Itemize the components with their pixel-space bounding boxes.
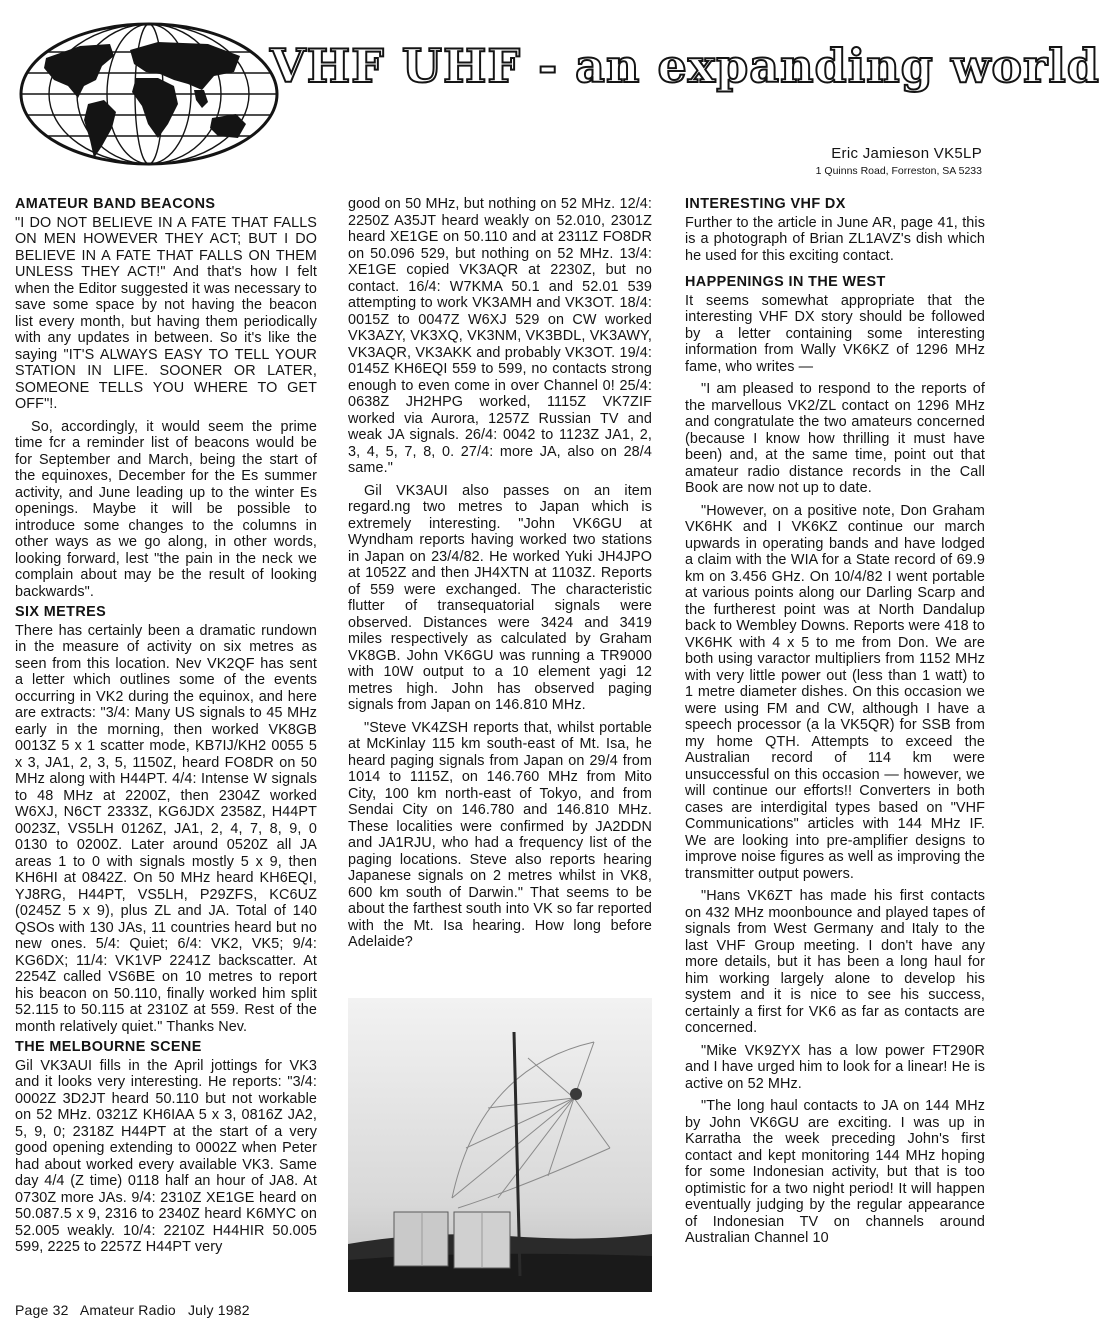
paragraph: "Mike VK9ZYX has a low power FT290R and I have urged him to look for a linear! He is active on 52 MHz. <box>685 1042 985 1092</box>
magazine-name: Amateur Radio <box>79 1302 176 1318</box>
article-title: VHF UHF - an expanding world <box>270 39 1100 93</box>
paragraph: "Steve VK4ZSH reports that, whilst portable at McKinlay 115 km south-east of Mt. Isa, he heard paging signals from Japan on 29/4 from 1014 to 1115Z, on 146.760 MHz from Mito City, 100 km north-east of Tokyo, and from Sendai City on 146.780 and 146.810 MHz. These localities were confirmed by JA2DDN and JA1RJU, who had a frequency list of the paging locations. Steve also reports hearing Japanese signals on 2 metres whilst in VK8, 600 km south of Darwin." That seems to be about the farthest south into VK so far reported with the Mt. Isa hearing. How long before Adelaide? <box>348 719 652 950</box>
paragraph: Gil VK3AUI fills in the April jottings for VK3 and it looks very interesting. He reports: "3/4: 0002Z 3D2JT heard 50.110 but not workable on 52 MHz. 0321Z KH6IAA 5 x 3, 0816Z JA2, 5, 9, 0; 2318Z H44PT at the start of a very good opening extending to 0002Z when Peter had about worked every available VK3. Same day 4/4 (Z time) 0118 half an hour of JA8. At 0730Z more JAs. 9/4: 2310Z XE1GE heard on 50.087.5 x 9, 2316 to 2340Z heard K6MYC on 52.005 weakly. 10/4: 2210Z H44HIR 50.005 599, 2225 to 2257Z H44PT very <box>15 1057 317 1255</box>
column-3 <box>685 196 985 1247</box>
author-address: 1 Quinns Road, Forreston, SA 5233 <box>815 165 982 177</box>
paragraph: Gil VK3AUI also passes on an item regard.ng two metres to Japan which is extremely interesting. "John VK6GU at Wyndham reports having worked two stations in Japan on 23/4/82. He worked Yuki JH4JPO at 1052Z and then JH4XTN at 1103Z. Reports of 559 were exchanged. The characteristic flutter of transequatorial signals were observed. Distances were 3424 and 3419 miles respectively as calculated by Graham VK8GB. John VK6GU was running a TR9000 with 10W output to a 10 element yagi 12 metres high. John has observed paging signals from Japan on 146.810 MHz. <box>348 482 652 713</box>
dish-antenna-photo <box>348 998 652 1292</box>
paragraph: "However, on a positive note, Don Graham VK6HK and I VK6KZ continue our march upwards in operating bands and have lodged a claim with the WIA for a State record of 69.9 km on 3.456 GHz. On 10/4/82 I went portable at various points along our Darling Scarp and the furtherest point was at North Dandalup back to Wembley Downs. Reports were 418 to VK6HK with 4 x 5 to me from Don. We are both using varactor multipliers from 1152 MHz with very little power out (less than 1 watt) to 1 metre diameter dishes. On this occasion we were using FM and CW, although I have a speech processor (a la VK5QR) for SSB from my home QTH. Attempts to exceed the Australian record of 114 km were unsuccessful on this occasion — however, we will continue our efforts!! Converters in both cases are interdigital types based on "VHF Communications" articles with 144 MHz IF. We are looking into pre-amplifier designs to improve noise figures as well as improving the transmitter output powers. <box>685 502 985 882</box>
heading-melbourne-scene: THE MELBOURNE SCENE <box>15 1039 202 1055</box>
heading-interesting-vhf-dx: INTERESTING VHF DX <box>685 196 846 212</box>
heading-six-metres: SIX METRES <box>15 604 107 620</box>
paragraph: It seems somewhat appropriate that the interesting VHF DX story should be followed by a letter containing some interesting information from Wally VK6KZ of 1296 MHz fame, who writes — <box>685 292 985 375</box>
column-1 <box>15 196 317 1256</box>
issue-date: July 1982 <box>187 1302 250 1318</box>
paragraph: good on 50 MHz, but nothing on 52 MHz. 12/4: 2250Z A35JT heard weakly on 52.010, 2301Z heard XE1GE on 50.110 and at 2311Z FO8DR on 50.096 529, but nothing on 52 MHz. 13/4: XE1GE copied VK3AQR at 2230Z, but no contact. 16/4: W7KMA 50.1 and 52.01 539 attempting to work VK3AMH and VK3OT. 18/4: 0015Z to 0047Z W6XJ 529 on CW worked VK3AZY, VK3XQ, VK3NM, VK3BDL, VK3AWY, VK3AQR, VK3AKK and probably VK3OT. 19/4: 0145Z KH6EQI 559 to 599, no contacts strong enough to even come in over Channel 0! 25/4: 0638Z JH2HPG worked, 1115Z VK7ZIF worked via Aurora, 1257Z Russian TV and weak JA signals. 26/4: 0042 to 1123Z JA1, 2, 3, 4, 5, 7, 8, 0. 27/4: more JA, also on 28/4 same." <box>348 196 652 476</box>
column-2 <box>348 196 652 951</box>
author-name: Eric Jamieson VK5LP <box>831 145 982 162</box>
author-block <box>816 145 982 177</box>
page-footer <box>15 1302 258 1318</box>
heading-amateur-band-beacons: AMATEUR BAND BEACONS <box>15 196 216 212</box>
globe-logo <box>18 20 280 168</box>
paragraph: There has certainly been a dramatic rundown in the measure of activity on six metres as seen from this location. Nev VK2QF has sent a letter which outlines some of the events occurring in VK2 during the equinox, and here are extracts: "3/4: Many US signals to 45 MHz early in the morning, then worked VK8GB 0013Z 5 x 1 scatter mode, KB7IJ/KH2 0055 5 x 3, JA1, 2, 3, 5, 1150Z, heard FO8DR on 50 MHz along with H44PT. 4/4: Intense W signals to 48 MHz at 2200Z, then 2304Z worked W6XJ, N6CT 2333Z, KG6JDX 2358Z, H44PT 0023Z, VS5LH 0126Z, JA1, 2, 4, 7, 8, 9, 0 0130 to 0200Z. Later around 0520Z all JA areas 1 to 0 with signals mostly 5 x 9, then KH6HI at 0842Z. On 50 MHz heard KH6EQI, YJ8RG, H44PT, VS5LH, P29ZFS, KC6UZ (0245Z 5 x 9), plus ZL and JA. Total of 140 QSOs with 130 JAs, 11 countries heard but no new ones. 5/4: Quiet; 6/4: VK2, VK5; 9/4: KG6DX; 11/4: VK1VP 2241Z backscatter. At 2254Z called VS6BE on 10 metres to report his beacon on 50.110, finally worked him split 52.115 to 50.115 at 2310Z at 559. Rest of the month relatively quiet." Thanks Nev. <box>15 622 317 1035</box>
paragraph: So, accordingly, it would seem the prime time fcr a reminder list of beacons would be for September and March, being the start of the equinoxes, December for the Es summer activity, and June leading up to the winter Es openings. Maybe it will be possible to introduce some changes to the columns in other ways as we go along, in other words, looking forward, lest "the pain in the neck we complain about may be the result of looking backwards". <box>15 418 317 600</box>
heading-happenings-in-the-west: HAPPENINGS IN THE WEST <box>685 274 886 290</box>
paragraph: "The long haul contacts to JA on 144 MHz by John VK6GU are exciting. I was up in Karratha the week preceding John's first contact and kept monitoring 144 MHz hoping for some Indonesian activity, but that is too optimistic for a two night period! It will happen eventually judging by the regular appearance of Indonesian TV on channels around Australian Channel 10 <box>685 1098 985 1246</box>
paragraph: "Hans VK6ZT has made his first contacts on 432 MHz moonbounce and played tapes of signals from West Germany and Italy to the last VHF Group meeting. I don't have any more details, but it has been a long haul for him working largely alone to develop his system and it is nice to see his success, certainly a first for VK6 as far as contacts are concerned. <box>685 888 985 1036</box>
paragraph: Further to the article in June AR, page 41, this is a photograph of Brian ZL1AVZ's dish which he used for this exciting contact. <box>685 214 985 264</box>
paragraph: "I am pleased to respond to the reports of the marvellous VK2/ZL contact on 1296 MHz and congratulate the two amateurs concerned (because I know how thrilling it must have been) and, at the same time, point out that amateur radio distance records in the Call Book are now not up to date. <box>685 381 985 496</box>
page-number: Page 32 <box>15 1302 69 1318</box>
paragraph: "I DO NOT BELIEVE IN A FATE THAT FALLS ON MEN HOWEVER THEY ACT; BUT I DO BELIEVE IN A FATE THAT FALLS ON THEM UNLESS THEY ACT!" And that's how I felt when the Editor suggested it was necessary to save some space by not having the beacon list every month, but having them periodically with any updates in between. So it's like the saying "IT'S ALWAYS EASY TO TELL YOUR STATION IN LIFE. SOONER OR LATER, SOMEONE TELLS YOU WHERE TO GET OFF"!. <box>15 214 317 412</box>
